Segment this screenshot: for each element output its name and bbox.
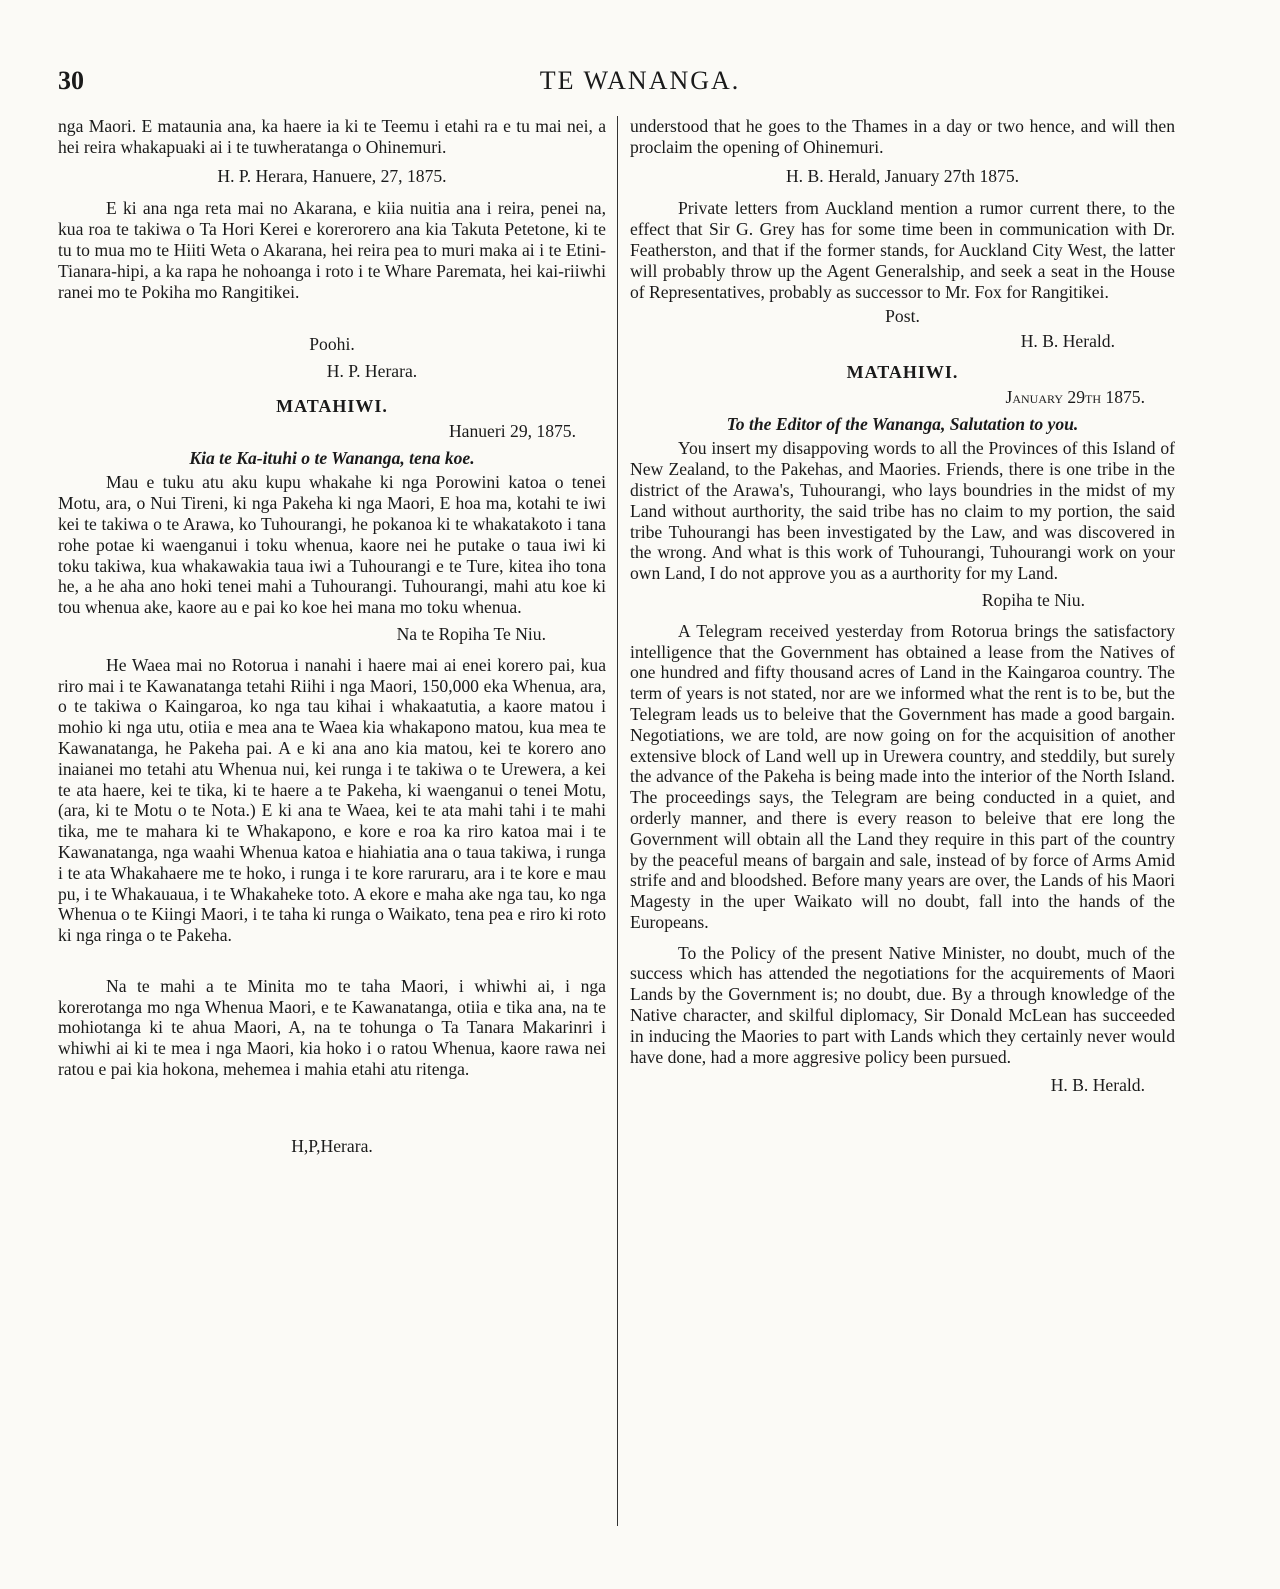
article-paragraph: A Telegram received yesterday from Rotorua brings the satisfactory intelligence that the Government has obtained a lease from the Natives of one hundred and fifty thousand acres of Land in the Kaingaroa country. The term of years is not stated, nor are we informed what the rent is to be, but the Telegram leads us to beleive that the Government has made a good bargain. Negotiations, we are told, are now going on for the acquisition of another extensive block of Land well up in Urewera country, and steddily, but surely the advance of the Pakeha is being made into the interior of the North Island. The proceedings says, the Telegram are being conducted in a quiet, and orderly manner, and there is every reason to beleive that ere long the Government will obtain all the Land they require in this part of the country by the peaceful means of bargain and sale, instead of by force of Arms Amid strife and and bloodshed. Before many years are over, the Lands of his Maori Magesty in the uper Waikato will no doubt, fall into the hands of the Europeans. — [630, 620, 1175, 932]
page-header — [0, 66, 1280, 106]
source-name: Poohi. — [309, 334, 355, 355]
maori-column — [58, 116, 606, 1157]
letter-salutation: Kia te Ka-ituhi o te Wananga, tena koe. — [189, 447, 475, 468]
page-number: 30 — [58, 66, 84, 95]
section-heading: MATAHIWI. — [846, 361, 959, 382]
article-paragraph: E ki ana nga reta mai no Akarana, e kiia nuitia ana i reira, penei na, kua roa te takiwa o Ta Hori Kerei e korerorero ana kia Takuta Petetone, ki te tu to mua mo te Hiiti Weta o Akarana, hei reira pea to muri maka ai i te Etini-Tianara-hipi, a ka rapa he nohoanga i roto i te Whare Paremata, hei kai-riiwhi ranei mo te Pokiha mo Rangitikei. — [58, 198, 606, 302]
english-column — [630, 116, 1175, 1096]
article-paragraph: Na te mahi a te Minita mo te taha Maori, i whiwhi ai, i nga korerotanga mo nga Whenua Maori, e te Kawanatanga, otiia e tika ana, na te mohiotanga ki te ahua Maori, A, na te tohunga o Ta Tanara Makarinri i whiwhi ai ki te mea i nga Maori, kia hoko i o ratou Whenua, kaore rawa nei ratou e pai kia hokona, mehemea i mahia etahi atu ritenga. — [58, 975, 606, 1080]
article-paragraph: He Waea mai no Rotorua i nanahi i haere mai ai enei korero pai, kua riro mai i te Kawanatanga tetahi Riihi i nga Maori, 150,000 eka Whenua, ara, o te takiwa o Kaingaroa, ko nga tau kihai i whakaatutia, a kaore matou i mohio ki nga utu, otiia e mea ana te Waea kia whakapono matou, kua mea te Kawanatanga, he Pakeha pai. A e ki ana ano kia matou, kei te korero ano inaianei mo tetahi atu Whenua nui, kei runga i te takiwa o te Urewera, a kei te ata haere, kei te tika, ki te haere a te Pakeha, ki waenganui o tenei Motu, (ara, ki te Motu o te Nota.) E ki ana te Waea, kei te ata mahi tahi i te mahi tika, me te mahara ki te Whakapono, e kore e roa ka riro katoa mai i te Kawanatanga, nga waahi Whenua katoa e hiahiatia ana o taua takiwa, i runga i te ata Whakahaere me te hoko, i runga i te kore raruraru, ara i te kore e mau pu, i te Whakauaua, i te Whakaheke toto. A ekore e maha ake nga tau, ko nga Whenua o te Kiingi Maori, i te taha ki runga o Waikato, tena pea e riro ki roto ki nga ringa o te Pakeha. — [58, 654, 606, 946]
article-paragraph: Private letters from Auckland mention a rumor current there, to the effect that Sir G. Grey has for some time been in communication with Dr. Featherston, and that if the former stands, for Auckland City West, the latter will probably throw up the Agent Generalship, and seek a seat in the House of Representatives, probably as successor to Mr. Fox for Rangitikei. — [630, 198, 1175, 302]
letter-signature: Na te Ropiha Te Niu. — [396, 623, 546, 644]
source-citation: H. P. Herara. — [326, 361, 418, 382]
article-continued-text: understood that he goes to the Thames in a day or two hence, and will then proclaim the opening of Ohinemuri. — [630, 116, 1175, 157]
newspaper-title: TE WANANGA. — [539, 66, 741, 95]
column-divider — [617, 116, 618, 1526]
letter-salutation: To the Editor of the Wananga, Salutation to you. — [726, 413, 1079, 434]
letter-body: You insert my disappoving words to all the Provinces of this Island of New Zealand, to the Pakehas, and Maories. Friends, there is one tribe in the district of the Arawa's, Tuhourangi, who lays boundries in the midst of my Land without aurthority, the said tribe has no claim to my portion, the said tribe Tuhourangi has been investigated by the Law, and was discovered in the wrong. And what is this work of Tuhourangi, Tuhourangi work on your own Land, I do not approve you as a aurthority for my Land. — [630, 438, 1175, 584]
letter-date: Hanueri 29, 1875. — [448, 420, 576, 441]
letter-date: January 29th 1875. — [1005, 386, 1145, 407]
article-continued-text: nga Maori. E mataunia ana, ka haere ia ki te Teemu i etahi ra e tu mai nei, a hei reira whakapuaki ai i te tuwheratanga o Ohinemuri. — [58, 116, 606, 157]
letter-signature: Ropiha te Niu. — [981, 589, 1085, 610]
article-paragraph: To the Policy of the present Native Minister, no doubt, much of the success which has attended the negotiations for the acquirements of Maori Lands by the Government is; no doubt, due. By a through knowledge of the Native character, and skilful diplomacy, Sir Donald McLean has succeeded in inducing the Maories to part with Lands which they certainly never would have done, had a more aggresive policy been pursued. — [630, 942, 1175, 1067]
source-citation: H. B. Herald. — [1050, 1075, 1145, 1096]
section-heading: MATAHIWI. — [276, 395, 388, 416]
source-citation: H. B. Herald. — [1020, 331, 1115, 352]
source-citation: H. B. Herald, January 27th 1875. — [785, 165, 1020, 186]
source-name: Post. — [885, 306, 920, 327]
source-citation: H. P. Herara, Hanuere, 27, 1875. — [217, 165, 447, 186]
source-citation: H,P,Herara. — [291, 1135, 373, 1156]
letter-body: Mau e tuku atu aku kupu whakahe ki nga Porowini katoa o tenei Motu, ara, o Nui Tireni, ki nga Pakeha ki nga Maori, E hoa ma, kotahi te iwi kei te takiwa o te Arawa, ko Tuhourangi, he pokanoa ki te whakatakoto i tana rohe potae ki waenganui i toku whenua, kaore nei he putake o taua iwi ki toku takiwa, kua whakawakia taua iwi a Tuhourangi e te Ture, kitea iho tona he, a he aha ano hoki tenei mahi a Tuhourangi. Tuhourangi, mahi atu koe ki tou whenua ake, kaore au e pai ko koe hei mana mo toku whenua. — [58, 472, 606, 618]
